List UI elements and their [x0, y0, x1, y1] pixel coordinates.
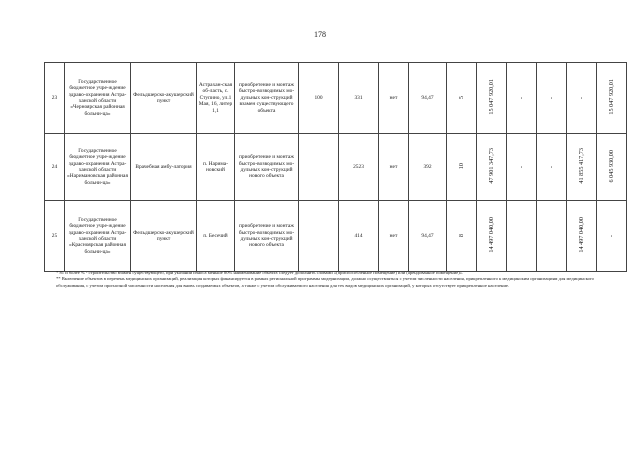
table-body	[45, 63, 627, 272]
cell-text: 392	[423, 163, 432, 170]
table-cell-type	[131, 201, 197, 272]
cell-text: 94,47	[421, 94, 434, 101]
table-cell-org	[65, 63, 131, 134]
cell-text: -	[548, 165, 555, 168]
cell-text: -	[518, 96, 525, 99]
table-cell-c8	[379, 201, 409, 272]
table-cell-num	[45, 63, 65, 134]
table-cell-c15	[597, 201, 627, 272]
table-cell-c7	[339, 134, 379, 201]
table-cell-type	[131, 134, 197, 201]
cell-text: 23	[51, 94, 58, 101]
cell-text: Государственное бюджетное учре-ждение здраво-охранения Астра-ханской области «Красноярская районная больни-ца»	[68, 216, 127, 255]
cell-text: 331	[354, 94, 363, 101]
cell-text: 14 497 040,00	[578, 217, 585, 253]
table-cell-c11	[477, 134, 507, 201]
table-cell-address	[197, 134, 235, 201]
cell-text: 414	[354, 232, 363, 239]
table-cell-c13	[537, 63, 567, 134]
cell-text: 14 497 040,00	[488, 217, 495, 253]
page-number: 178	[314, 30, 326, 39]
cell-text: п. Нарима-новский	[202, 160, 228, 173]
cell-text: Фельдшерско-акушерский пункт	[133, 91, 194, 104]
table-cell-action	[235, 63, 299, 134]
table-cell-num	[45, 201, 65, 272]
table-cell-c6	[299, 134, 339, 201]
table-cell-c9	[409, 201, 447, 272]
table-cell-num	[45, 134, 65, 201]
cell-text: 5	[458, 95, 465, 99]
cell-text: 94,47	[421, 232, 434, 239]
cell-text: Астрахан-ская об-ласть, с. Ступино, ул.1 Мая, 16, литер 1,1	[198, 81, 233, 114]
table-cell-address	[197, 201, 235, 272]
table-cell-c6	[299, 63, 339, 134]
table-cell-c9	[409, 63, 447, 134]
cell-text: 2523	[353, 163, 364, 170]
cell-text: Врачебная амбу-латория	[135, 163, 192, 170]
table-cell-type	[131, 63, 197, 134]
table-cell-c10	[447, 134, 477, 201]
cell-text: -	[518, 165, 525, 168]
table-cell-c10	[447, 63, 477, 134]
table-cell-c7	[339, 63, 379, 134]
facilities-table	[44, 62, 627, 272]
table-row	[45, 134, 627, 201]
cell-text: нет	[389, 232, 398, 239]
table-cell-c8	[379, 134, 409, 201]
table-cell-c14	[567, 134, 597, 201]
footnote-1: * 81 и более % - строительство взамен существующего, при указании износа меньше 80% наименование объекта следует дополнить словами «(приспособленное помещение) или (арендованное помещение)».	[56, 270, 464, 275]
table-cell-org	[65, 201, 131, 272]
cell-text: 6 045 930,00	[608, 149, 615, 183]
table-cell-c7	[339, 201, 379, 272]
cell-text: приобретение и монтаж быстро-возводимых мо-дульных кон-струкций нового объекта	[238, 154, 295, 180]
table-cell-c12	[507, 63, 537, 134]
cell-text: нет	[389, 94, 398, 101]
table-row	[45, 201, 627, 272]
cell-text: Фельдшерско-акушерский пункт	[133, 229, 194, 242]
cell-text: приобретение и монтаж быстро-возводимых мо-дульных кон-струкций нового объекта	[238, 223, 295, 249]
table-cell-c13	[537, 134, 567, 201]
table-cell-c12	[507, 134, 537, 201]
cell-text: -	[608, 234, 615, 237]
table-cell-c15	[597, 63, 627, 134]
cell-text: -	[578, 96, 585, 99]
table-row	[45, 63, 627, 134]
table-cell-address	[197, 63, 235, 134]
table-cell-c11	[477, 201, 507, 272]
cell-text: 47 901 347,73	[488, 148, 495, 184]
cell-text: 24	[51, 163, 58, 170]
cell-text: -	[548, 96, 555, 99]
table-cell-c13	[537, 201, 567, 272]
footnote-2: ** Включение объектов в перечень медицинских организаций, реализация которых финансируется в рамках региональной программы модернизации, должно осуществляться с учетом численности населения, прикрепленного к медицинским организациям для медицинского обслуживания, с учетом прогнозной численности населения для вновь создаваемых объектов, а также с учетом обслуживаемого населения для тех видов медицинских организаций, у которых отсутствует прикрепленное население.	[56, 276, 594, 288]
table-cell-action	[235, 201, 299, 272]
cell-text: 100	[314, 94, 323, 101]
cell-text: Государственное бюджетное учре-ждение здраво-охранения Астра-ханской области «Черноярская районная больни-ца»	[68, 78, 127, 117]
cell-text: 25	[51, 232, 58, 239]
cell-text: п. Бесечий	[203, 232, 228, 239]
table-cell-c11	[477, 63, 507, 134]
cell-text: 15 047 920,01	[608, 79, 615, 115]
table-cell-c8	[379, 63, 409, 134]
table-cell-c9	[409, 134, 447, 201]
table-cell-action	[235, 134, 299, 201]
table-cell-org	[65, 134, 131, 201]
table-cell-c14	[567, 63, 597, 134]
table-cell-c6	[299, 201, 339, 272]
cell-text: приобретение и монтаж быстро-возводимых мо-дульных кон-струкций взамен существующего объекта	[238, 81, 295, 114]
cell-text: нет	[389, 163, 398, 170]
cell-text: 10	[458, 162, 465, 169]
cell-text: Государственное бюджетное учре-ждение здраво-охранения Астра-ханской области «Наримановская районная больни-ца»	[67, 147, 128, 186]
cell-text: 41 855 417,73	[578, 148, 585, 184]
table-cell-c12	[507, 201, 537, 272]
cell-text: 8	[458, 233, 465, 237]
cell-text: 15 047 920,01	[488, 79, 495, 115]
footnotes	[56, 270, 604, 289]
table-cell-c15	[597, 134, 627, 201]
table-cell-c10	[447, 201, 477, 272]
table-cell-c14	[567, 201, 597, 272]
